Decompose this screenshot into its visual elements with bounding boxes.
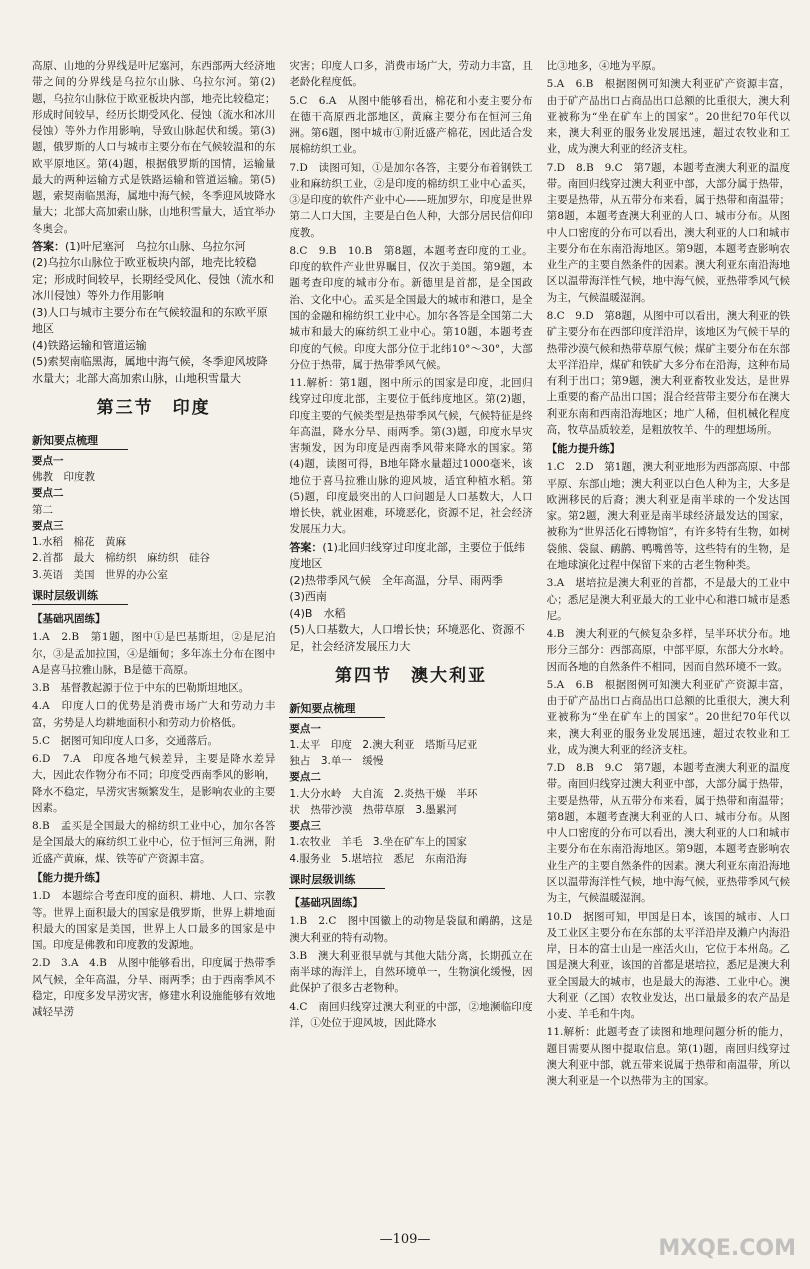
section-title: 第四节 澳大利亚: [334, 666, 487, 687]
question-answer: 10.D 据图可知，甲国是日本，该国的城市、人口及工业区主要分布在东部的太平洋沿岸及濑户内海沿岸，日本的富士山是一座活火山，它位于本州岛。乙国是澳大利亚，该国的首都是堪培拉，悉尼是澳大利亚全国最大的城市，也是最大的海港、工业中心。澳大利亚（乙国）农牧业发达，出口量最多的农产品是小麦、羊毛和牛肉。: [546, 910, 790, 1021]
question-answer: 5.C 6.A 从图中能够看出，棉花和小麦主要分布在德干高原西北部地区，黄麻主要分布在恒河三角洲。第6题，图中城市①附近盛产棉花，因此适合发展棉纺织工业。: [289, 94, 533, 156]
keypoint-heading: 要点一: [289, 722, 321, 735]
question-answer: 8.C 9.B 10.B 第8题，本题考查印度的工业。印度的软件产业世界瞩目，仅次于美国。第9题，本题考查印度的城市分布。新德里是首都，是全国政治、文化中心。孟买是全国最大的城市和港口，是全国的金融和棉纺织工业中心。加尔各答是全国第二大城市和最大的麻纺织工业中心。第10题，本题考查印度的气候。印度大部分位于北纬10°～30°，大部分位于热带，属于热带季风气候。: [289, 244, 533, 371]
answer-line: (2)热带季风气候 全年高温，分旱、雨两季: [289, 573, 503, 587]
keypoint-line: 佛教 印度教: [32, 471, 95, 484]
band-heading: 新知要点梳理: [289, 700, 385, 718]
question-answer: 3.A 堪培拉是澳大利亚的首都，不是最大的工业中心；悉尼是澳大利亚最大的工业中心和港口城市是悉尼。: [546, 577, 790, 622]
subsection-heading: 【能力提升练】: [32, 871, 106, 884]
answer-line: (4)铁路运输和管道运输: [32, 338, 147, 352]
question-answer: 2.D 3.A 4.B 从图中能够看出，印度属于热带季风气候，全年高温，分旱、雨两季；由于西南季风不稳定，印度多发旱涝灾害，修建水利设施能够有效地减轻旱涝: [32, 957, 276, 1019]
keypoint-heading: 要点三: [289, 820, 321, 833]
question-answer: 11.解析：第1题，图中所示的国家是印度，北回归线穿过印度北部，主要位于低纬度地区。第(2)题，印度主要的气候类型是热带季风气候，气候特征是终年高温，降水分旱、雨两季。第(3)题，印度水旱灾害频发，因为印度是西南季风带来降水的国家。第(4)题，读图可得，B地年降水量超过1000毫米，该地位于喜马拉雅山脉的迎风坡，适宜种植水稻。第(5)题，印度最突出的人口问题是人口基数大，人口增长快，就业困难，环境恶化，资源不足，社会经济发展压力大。: [289, 377, 533, 536]
answer-line: (5)人口基数大，人口增长快；环境恶化、资源不足，社会经济发展压力大: [289, 623, 525, 653]
band-heading: 新知要点梳理: [32, 432, 128, 450]
keypoint-list: [32, 453, 275, 583]
question-answer: 1.A 2.B 第1题，图中①是巴基斯坦，②是尼泊尔，③是孟加拉国，④是缅甸；多年冻土分布在图中A是喜马拉雅山脉，B是德干高原。: [32, 631, 276, 676]
answer-block: [32, 239, 275, 388]
band-heading: 课时层级训练: [289, 871, 385, 889]
answer-line: (1)北回归线穿过印度北部，主要位于低纬度地区: [289, 540, 525, 571]
subsection-heading: 【基础巩固练】: [32, 612, 106, 625]
keypoint-line: 1.大分水岭 大自流 2.炎热干燥 半环: [289, 787, 478, 800]
column-middle: [289, 58, 532, 1223]
answer-line: (5)索契南临黑海，属地中海气候，冬季迎风坡降水量大；北部大高加索山脉，山地积雪量大: [32, 355, 268, 385]
explanation-text: 灾害；印度人口多，消费市场广大，劳动力丰富，且老龄化程度低。: [289, 60, 533, 89]
question-answer: 1.C 2.D 第1题，澳大利亚地形为西部高原、中部平原、东部山地；澳大利亚以白色人种为主，大多是欧洲移民的后裔；澳大利亚是南半球的一个发达国家。第2题，澳大利亚是南半球经济最发达的国家，被称为“世界活化石博物馆”，有许多特有生物，如树袋熊、袋鼠、鸸鹋、鸭嘴兽等，这些特有的生物，是在地球演化过程中保留下来的古老生物种类。: [546, 461, 790, 571]
question-answer: 1.D 本题综合考查印度的面积、耕地、人口、宗教等。世界上面积最大的国家是俄罗斯，世界上耕地面积最大的国家是美国，世界上人口最多的国家是中国。印度是佛教和印度教的发源地。: [32, 890, 276, 952]
question-answer: 7.D 8.B 9.C 第7题，本题考查澳大利亚的温度带。南回归线穿过澳大利亚中部，大部分属于热带，主要是热带，从五带分布来看，属于热带和南温带；第8题，本题考查澳大利亚的人口、城市分布。从图中人口密度的分布可以看出，澳大利亚的人口和城市主要分布在东南沿海地区。第9题，本题考查影响农业生产的主要自然条件的因素。澳大利亚东南沿海地区以温带海洋性气候，地中海气候，亚热带季风气候为主，气候温暖湿润。: [546, 762, 790, 905]
keypoint-list: [289, 721, 532, 867]
keypoint-line: 1.农牧业 羊毛 3.坐在矿车上的国家: [289, 836, 467, 849]
answer-line: (2)乌拉尔山脉位于欧亚板块内部，地壳比较稳定；形成时间较早，长期经受风化、侵蚀（流水和冰川侵蚀）等外力作用影响: [32, 256, 274, 303]
keypoint-line: 3.英语 美国 世界的办公室: [32, 568, 169, 581]
keypoint-line: 状 热带沙漠 热带草原 3.墨累河: [289, 803, 457, 816]
answer-line: (3)人口与城市主要分布在气候较温和的东欧平原地区: [32, 305, 268, 336]
explanation-text: 比③地多，④地为平原。: [546, 60, 663, 72]
keypoint-heading: 要点一: [32, 454, 64, 467]
subsection-heading: 【能力提升练】: [546, 443, 621, 456]
explanation-text: 高原、山地的分界线是叶尼塞河，东西部两大经济地带之间的分界线是乌拉尔山脉、乌拉尔河。第(2)题，乌拉尔山脉位于欧亚板块内部，地壳比较稳定；形成时间较早，经历长期受风化、侵蚀（流水和冰川侵蚀）等外力作用影响，导致山脉起伏和缓。第(3)题，俄罗斯的人口与城市主要分布在气候较温和的东欧平原地区。第(4)题，根据俄罗斯的国情，运输量最大的两种运输方式是铁路运输和管道运输。第(5)题，索契南临黑海，属地中海气候，冬季迎风坡降水量大；北部大高加索山脉，山地积雪量大，适宜举办冬奥会。: [32, 60, 276, 235]
subsection-heading: 【基础巩固练】: [289, 897, 363, 910]
section-title: 第三节 印度: [96, 398, 211, 419]
keypoint-line: 2.首都 最大 棉纺织 麻纺织 硅谷: [32, 552, 211, 565]
question-answer: 6.D 7.A 印度各地气候差异，主要是降水差异大，因此农作物分布不同；印度受西南季风的影响，降水不稳定，旱涝灾害频繁发生，是影响农业的主要因素。: [32, 753, 276, 814]
answer-label: 答案：: [32, 239, 65, 253]
question-answer: 8.C 9.D 第8题，从图中可以看出，澳大利亚的铁矿主要分布在西部印度洋沿岸，该地区为气候干旱的热带沙漠气候和热带草原气候；煤矿主要分布在东部太平洋沿岸，煤矿和铁矿大多分布在沿海，这种布局有利于出口；第9题，澳大利亚畜牧业发达，是世界上重要的畜产品出口国；混合经营带主要分布在澳大利亚东南和西南沿海地区；地广人稀，但机械化程度高，牧草品质较差，是粗放牧羊、牛的理想场所。: [546, 309, 790, 436]
question-answer: 4.B 澳大利亚的气候复杂多样，呈半环状分布。地形分三部分：西部高原，中部平原，东部大分水岭。因而各地的自然条件不相同，因而自然环境不一致。: [546, 628, 790, 673]
column-left: [32, 58, 275, 1223]
question-answer: 8.B 孟买是全国最大的棉纺织工业中心，加尔各答是全国最大的麻纺织工业中心，位于恒河三角洲，附近盛产黄麻，煤、铁等矿产资源丰富。: [32, 820, 276, 865]
keypoint-line: 独占 3.单一 缓慢: [289, 755, 384, 768]
question-answer: 5.A 6.B 根据图例可知澳大利亚矿产资源丰富，由于矿产品出口占商品出口总额的比重很大，澳大利亚被称为“坐在矿车上的国家”。20世纪70年代以来，澳大利亚的服务业发展迅速，超过农牧业和工业，成为澳大利亚的经济支柱。: [546, 78, 790, 156]
question-answer: 11.解析：此题考查了读图和地理问题分析的能力，题目需要从图中提取信息。第(1)题，南回归线穿过澳大利亚中部，就五带来说属于热带和南温带，所以澳大利亚是一个以热带为主的国家。: [546, 1026, 790, 1088]
column-right: [547, 58, 790, 1223]
keypoint-heading: 要点二: [289, 771, 321, 784]
band-heading: 课时层级训练: [32, 587, 128, 605]
question-answer: 3.B 基督教起源于位于中东的巴勒斯坦地区。: [32, 682, 250, 695]
question-answer: 7.D 8.B 9.C 第7题，本题考查澳大利亚的温度带。南回归线穿过澳大利亚中部，大部分属于热带，主要是热带，从五带分布来看，属于热带和南温带；第8题，本题考查澳大利亚的人口、城市分布。从图中人口密度的分布可以看出，澳大利亚的人口和城市主要分布在东南沿海地区。第9题，本题考查影响农业生产的主要自然条件的因素。澳大利亚东南沿海地区以温带海洋性气候，地中海气候，亚热带季风气候为主，气候温暖湿润。: [546, 161, 790, 304]
question-answer: 5.C 据图可知印度人口多，交通落后。: [32, 734, 219, 747]
three-column-layout: [32, 58, 790, 1223]
question-answer: 3.B 澳大利亚很早就与其他大陆分离，长期孤立在南半球的海洋上，自然环境单一，生物演化缓慢，因此保护了很多古老物种。: [289, 949, 533, 995]
page-number: —109—: [379, 1232, 431, 1247]
keypoint-line: 4.服务业 5.堪培拉 悉尼 东南沿海: [289, 852, 467, 865]
question-answer: 1.B 2.C 图中国徽上的动物是袋鼠和鸸鹋，这是澳大利亚的特有动物。: [289, 915, 533, 944]
answer-line: (3)西南: [289, 590, 327, 604]
answer-label: 答案：: [289, 540, 323, 554]
answer-block: [289, 540, 532, 656]
question-answer: 4.A 印度人口的优势是消费市场广大和劳动力丰富，劣势是人均耕地面积小和劳动力价格低。: [32, 700, 276, 729]
keypoint-line: 1.水稻 棉花 黄麻: [32, 536, 127, 549]
answer-line: (4)B 水稻: [289, 606, 346, 620]
answer-line: (1)叶尼塞河 乌拉尔山脉、乌拉尔河: [65, 239, 246, 253]
keypoint-heading: 要点三: [32, 519, 64, 532]
keypoint-heading: 要点二: [32, 487, 64, 500]
watermark-logo: MXQE.COM: [658, 1236, 796, 1261]
question-answer: 4.C 南回归线穿过澳大利亚的中部，②地濒临印度洋，①处位于迎风坡，因此降水: [289, 1000, 533, 1029]
question-answer: 5.A 6.B 根据图例可知澳大利亚矿产资源丰富，由于矿产品出口占商品出口总额的比重很大，澳大利亚被称为“坐在矿车上的国家”。20世纪70年代以来，澳大利亚的服务业发展迅速，超过农牧业和工业，成为澳大利亚的经济支柱。: [546, 678, 790, 756]
question-answer: 7.D 读图可知，①是加尔各答，主要分布着钢铁工业和麻纺织工业，②是印度的棉纺织工业中心孟买，③是印度的软件产业中心——班加罗尔，印度是世界第二人口大国，主要是白色人种，大部分居民信仰印度教。: [289, 161, 533, 239]
keypoint-line: 1.太平 印度 2.澳大利亚 塔斯马尼亚: [289, 738, 478, 751]
keypoint-line: 第二: [32, 503, 53, 516]
